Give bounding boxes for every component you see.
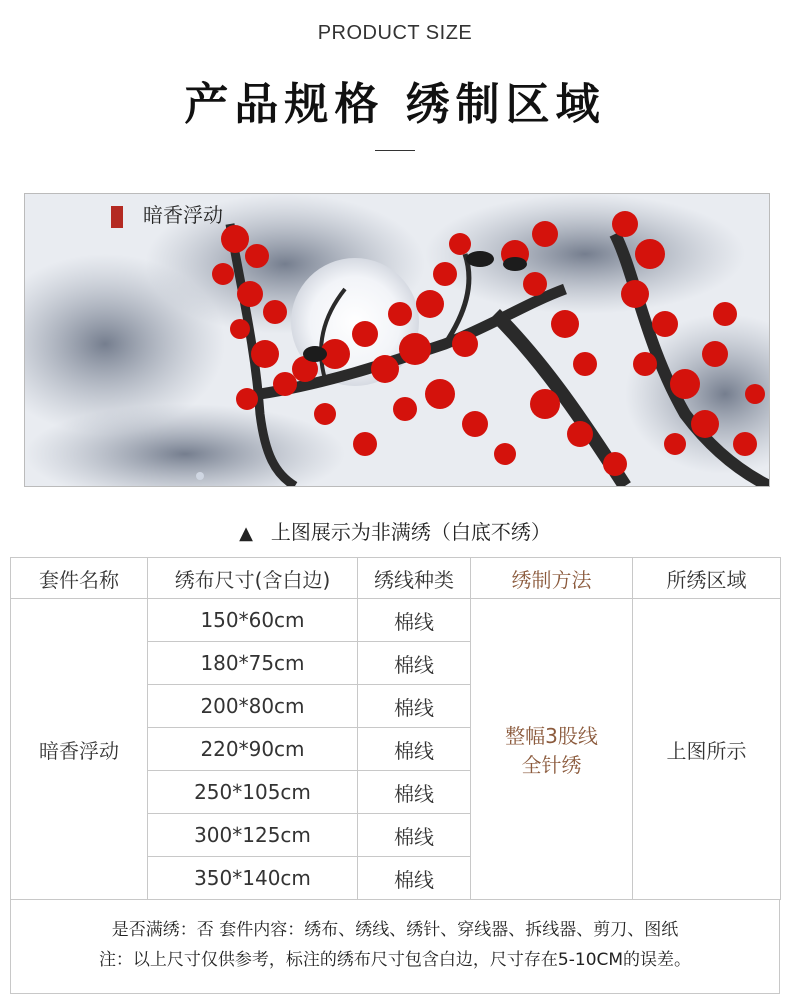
thread-cell: 棉线 [358, 599, 471, 642]
subtitle-en: PRODUCT SIZE [317, 22, 473, 44]
area-cell: 上图所示 [633, 599, 781, 900]
thread-cell: 棉线 [358, 642, 471, 685]
header-thread-type: 绣线种类 [358, 558, 471, 599]
thread-cell: 棉线 [358, 685, 471, 728]
caption [0, 516, 790, 545]
triangle-up-icon: ▲ [239, 523, 253, 544]
painting-inscription: 暗香浮动 [143, 203, 223, 227]
thread-cell: 棉线 [358, 771, 471, 814]
size-cell: 300*125cm [148, 814, 358, 857]
size-cell: 220*90cm [148, 728, 358, 771]
table-header-row [11, 558, 781, 599]
method-line-1: 整幅3股线 [505, 724, 598, 748]
kit-name-cell: 暗香浮动 [11, 599, 148, 900]
painting-illustration [25, 194, 769, 486]
header-area: 所绣区域 [633, 558, 781, 599]
method-cell [471, 599, 633, 900]
footer-kit-contents: 是否满绣：否 套件内容：绣布、绣线、绣针、穿线器、拆线器、剪刀、图纸 [111, 920, 679, 940]
header-kit-name: 套件名称 [11, 558, 148, 599]
thread-cell: 棉线 [358, 814, 471, 857]
footer-note: 注：以上尺寸仅供参考，标注的绣布尺寸包含白边，尺寸存在5-10CM的误差。 [98, 950, 692, 970]
size-cell: 180*75cm [148, 642, 358, 685]
size-cell: 150*60cm [148, 599, 358, 642]
title-divider [375, 150, 415, 151]
size-cell: 250*105cm [148, 771, 358, 814]
caption-text: 上图展示为非满绣（白底不绣） [270, 520, 551, 544]
header-method: 绣制方法 [471, 558, 633, 599]
product-painting [24, 193, 770, 487]
spec-table [10, 557, 781, 900]
header-fabric-size: 绣布尺寸(含白边) [148, 558, 358, 599]
size-cell: 350*140cm [148, 857, 358, 900]
thread-cell: 棉线 [358, 728, 471, 771]
page-title: 产品规格 绣制区域 [184, 79, 606, 130]
method-line-2: 全针绣 [521, 753, 582, 777]
size-cell: 200*80cm [148, 685, 358, 728]
table-row [11, 599, 781, 642]
footer-notes [10, 899, 780, 994]
thread-cell: 棉线 [358, 857, 471, 900]
